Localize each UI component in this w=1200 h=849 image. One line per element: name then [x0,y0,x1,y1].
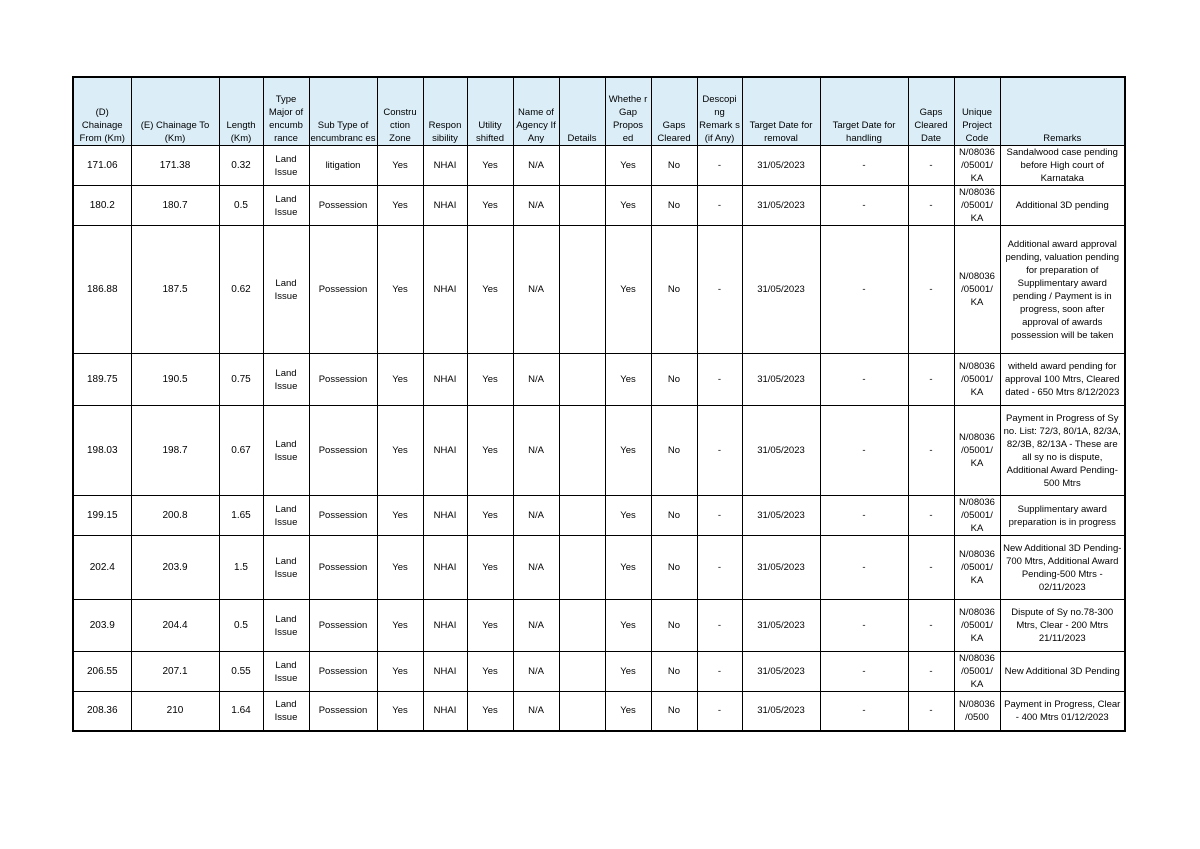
cell-length: 1.64 [219,692,263,731]
cell-project-code: N/08036 /05001/ KA [954,406,1000,496]
cell-descoping-remarks: - [697,226,742,354]
cell-length: 0.55 [219,652,263,692]
cell-descoping-remarks: - [697,652,742,692]
cell-length: 1.65 [219,496,263,536]
cell-agency-name: N/A [513,600,559,652]
cell-target-date-handling: - [820,146,908,186]
cell-project-code: N/08036 /05001/ KA [954,186,1000,226]
cell-sub-type: litigation [309,146,377,186]
cell-chainage-to: 198.7 [131,406,219,496]
cell-chainage-from: 171.06 [73,146,131,186]
encumbrance-table [72,76,1126,732]
cell-gaps-cleared: No [651,406,697,496]
cell-gaps-cleared-date: - [908,146,954,186]
cell-agency-name: N/A [513,496,559,536]
cell-chainage-from: 208.36 [73,692,131,731]
cell-agency-name: N/A [513,226,559,354]
cell-chainage-to: 210 [131,692,219,731]
cell-target-date-removal: 31/05/2023 [742,406,820,496]
cell-utility-shifted: Yes [467,600,513,652]
cell-responsibility: NHAI [423,496,467,536]
cell-details [559,226,605,354]
table-body [73,146,1125,731]
column-header-construction-zone: Constru ction Zone [377,77,423,146]
cell-details [559,536,605,600]
cell-target-date-handling: - [820,536,908,600]
cell-descoping-remarks: - [697,406,742,496]
cell-target-date-handling: - [820,652,908,692]
cell-construction-zone: Yes [377,406,423,496]
cell-project-code: N/08036 /05001/ KA [954,146,1000,186]
cell-chainage-to: 200.8 [131,496,219,536]
cell-chainage-from: 202.4 [73,536,131,600]
cell-agency-name: N/A [513,354,559,406]
cell-target-date-removal: 31/05/2023 [742,146,820,186]
cell-gap-proposed: Yes [605,354,651,406]
table-row [73,146,1125,186]
cell-gaps-cleared: No [651,496,697,536]
column-header-type-major: Type Major of encumb rance [263,77,309,146]
cell-gaps-cleared: No [651,692,697,731]
column-header-gap-proposed: Whethe r Gap Propos ed [605,77,651,146]
cell-chainage-from: 199.15 [73,496,131,536]
cell-sub-type: Possession [309,406,377,496]
cell-length: 0.75 [219,354,263,406]
cell-gap-proposed: Yes [605,226,651,354]
cell-gap-proposed: Yes [605,406,651,496]
cell-construction-zone: Yes [377,496,423,536]
cell-descoping-remarks: - [697,692,742,731]
column-header-responsibility: Respon sibility [423,77,467,146]
cell-target-date-handling: - [820,186,908,226]
cell-length: 0.62 [219,226,263,354]
cell-construction-zone: Yes [377,146,423,186]
cell-responsibility: NHAI [423,354,467,406]
column-header-gaps-cleared: Gaps Cleared [651,77,697,146]
cell-details [559,354,605,406]
cell-type-major: Land Issue [263,496,309,536]
cell-agency-name: N/A [513,692,559,731]
cell-gap-proposed: Yes [605,146,651,186]
cell-utility-shifted: Yes [467,354,513,406]
column-header-chainage-from: (D) Chainage From (Km) [73,77,131,146]
cell-type-major: Land Issue [263,354,309,406]
table-row [73,406,1125,496]
cell-gaps-cleared-date: - [908,226,954,354]
cell-target-date-handling: - [820,600,908,652]
cell-project-code: N/08036 /05001/ KA [954,600,1000,652]
cell-utility-shifted: Yes [467,652,513,692]
cell-sub-type: Possession [309,226,377,354]
cell-gaps-cleared-date: - [908,692,954,731]
cell-gaps-cleared-date: - [908,186,954,226]
column-header-descoping-remarks: Descopi ng Remark s (if Any) [697,77,742,146]
cell-descoping-remarks: - [697,146,742,186]
cell-chainage-from: 189.75 [73,354,131,406]
cell-type-major: Land Issue [263,692,309,731]
cell-remarks: Additional award approval pending, valuation pending for preparation of Supplimentary award pending / Payment is in progress, soon after approval of awards possession will be taken [1000,226,1125,354]
cell-target-date-removal: 31/05/2023 [742,536,820,600]
cell-responsibility: NHAI [423,600,467,652]
column-header-agency-name: Name of Agency If Any [513,77,559,146]
cell-gaps-cleared-date: - [908,354,954,406]
cell-descoping-remarks: - [697,354,742,406]
cell-chainage-to: 204.4 [131,600,219,652]
cell-descoping-remarks: - [697,536,742,600]
cell-gap-proposed: Yes [605,536,651,600]
cell-sub-type: Possession [309,692,377,731]
cell-utility-shifted: Yes [467,692,513,731]
cell-target-date-removal: 31/05/2023 [742,354,820,406]
cell-details [559,146,605,186]
cell-gaps-cleared-date: - [908,496,954,536]
table-row [73,226,1125,354]
cell-remarks: New Additional 3D Pending-700 Mtrs, Additional Award Pending-500 Mtrs - 02/11/2023 [1000,536,1125,600]
cell-remarks: Supplimentary award preparation is in progress [1000,496,1125,536]
cell-chainage-from: 198.03 [73,406,131,496]
cell-responsibility: NHAI [423,186,467,226]
column-header-project-code: Unique Project Code [954,77,1000,146]
cell-chainage-to: 171.38 [131,146,219,186]
cell-length: 0.5 [219,600,263,652]
cell-agency-name: N/A [513,536,559,600]
cell-gaps-cleared: No [651,600,697,652]
cell-project-code: N/08036 /05001/ KA [954,496,1000,536]
cell-construction-zone: Yes [377,652,423,692]
table-row [73,354,1125,406]
cell-project-code: N/08036 /05001/ KA [954,652,1000,692]
column-header-target-date-removal: Target Date for removal [742,77,820,146]
cell-details [559,652,605,692]
cell-type-major: Land Issue [263,226,309,354]
cell-gaps-cleared: No [651,186,697,226]
cell-chainage-to: 207.1 [131,652,219,692]
cell-gaps-cleared: No [651,354,697,406]
cell-length: 1.5 [219,536,263,600]
cell-target-date-removal: 31/05/2023 [742,496,820,536]
cell-utility-shifted: Yes [467,226,513,354]
column-header-chainage-to: (E) Chainage To (Km) [131,77,219,146]
cell-gap-proposed: Yes [605,186,651,226]
cell-construction-zone: Yes [377,226,423,354]
cell-responsibility: NHAI [423,146,467,186]
cell-type-major: Land Issue [263,186,309,226]
cell-gaps-cleared-date: - [908,600,954,652]
cell-construction-zone: Yes [377,536,423,600]
cell-gaps-cleared-date: - [908,652,954,692]
cell-sub-type: Possession [309,652,377,692]
cell-length: 0.32 [219,146,263,186]
cell-type-major: Land Issue [263,146,309,186]
cell-target-date-handling: - [820,354,908,406]
cell-details [559,692,605,731]
cell-target-date-handling: - [820,226,908,354]
cell-remarks: Payment in Progress of Sy no. List: 72/3, 80/1A, 82/3A, 82/3B, 82/13A - These are all sy no is dispute, Additional Award Pending-500 Mtrs [1000,406,1125,496]
cell-agency-name: N/A [513,146,559,186]
cell-target-date-handling: - [820,406,908,496]
column-header-gaps-cleared-date: Gaps Cleared Date [908,77,954,146]
cell-target-date-handling: - [820,692,908,731]
cell-type-major: Land Issue [263,600,309,652]
cell-gap-proposed: Yes [605,692,651,731]
cell-target-date-removal: 31/05/2023 [742,652,820,692]
cell-remarks: Additional 3D pending [1000,186,1125,226]
cell-target-date-removal: 31/05/2023 [742,226,820,354]
cell-gaps-cleared: No [651,652,697,692]
cell-sub-type: Possession [309,496,377,536]
cell-descoping-remarks: - [697,600,742,652]
cell-type-major: Land Issue [263,536,309,600]
cell-remarks: witheld award pending for approval 100 Mtrs, Cleared dated - 650 Mtrs 8/12/2023 [1000,354,1125,406]
cell-sub-type: Possession [309,536,377,600]
cell-chainage-to: 187.5 [131,226,219,354]
cell-construction-zone: Yes [377,600,423,652]
table-row [73,536,1125,600]
cell-remarks: Dispute of Sy no.78-300 Mtrs, Clear - 200 Mtrs 21/11/2023 [1000,600,1125,652]
cell-length: 0.5 [219,186,263,226]
cell-sub-type: Possession [309,354,377,406]
cell-responsibility: NHAI [423,226,467,354]
table-row [73,600,1125,652]
cell-construction-zone: Yes [377,186,423,226]
cell-chainage-from: 206.55 [73,652,131,692]
cell-remarks: New Additional 3D Pending [1000,652,1125,692]
cell-remarks: Sandalwood case pending before High court of Karnataka [1000,146,1125,186]
cell-gap-proposed: Yes [605,496,651,536]
column-header-length: Length (Km) [219,77,263,146]
cell-sub-type: Possession [309,186,377,226]
cell-gaps-cleared-date: - [908,406,954,496]
table-header-row [73,77,1125,146]
cell-gaps-cleared-date: - [908,536,954,600]
cell-responsibility: NHAI [423,692,467,731]
cell-gaps-cleared: No [651,536,697,600]
cell-details [559,406,605,496]
cell-gaps-cleared: No [651,226,697,354]
table-row [73,186,1125,226]
cell-gap-proposed: Yes [605,652,651,692]
column-header-details: Details [559,77,605,146]
cell-gaps-cleared: No [651,146,697,186]
cell-project-code: N/08036 /0500 [954,692,1000,731]
cell-chainage-from: 186.88 [73,226,131,354]
cell-utility-shifted: Yes [467,186,513,226]
cell-utility-shifted: Yes [467,406,513,496]
cell-sub-type: Possession [309,600,377,652]
cell-responsibility: NHAI [423,406,467,496]
cell-target-date-removal: 31/05/2023 [742,186,820,226]
cell-construction-zone: Yes [377,692,423,731]
cell-target-date-removal: 31/05/2023 [742,600,820,652]
cell-construction-zone: Yes [377,354,423,406]
cell-chainage-from: 203.9 [73,600,131,652]
cell-target-date-handling: - [820,496,908,536]
table-row [73,692,1125,731]
cell-details [559,600,605,652]
cell-type-major: Land Issue [263,406,309,496]
column-header-target-date-handling: Target Date for handling [820,77,908,146]
cell-agency-name: N/A [513,652,559,692]
cell-details [559,186,605,226]
cell-utility-shifted: Yes [467,496,513,536]
cell-utility-shifted: Yes [467,146,513,186]
cell-descoping-remarks: - [697,496,742,536]
column-header-utility-shifted: Utility shifted [467,77,513,146]
cell-gap-proposed: Yes [605,600,651,652]
cell-descoping-remarks: - [697,186,742,226]
cell-chainage-to: 190.5 [131,354,219,406]
cell-chainage-from: 180.2 [73,186,131,226]
cell-project-code: N/08036 /05001/ KA [954,226,1000,354]
cell-details [559,496,605,536]
cell-utility-shifted: Yes [467,536,513,600]
cell-chainage-to: 180.7 [131,186,219,226]
cell-project-code: N/08036 /05001/ KA [954,536,1000,600]
cell-agency-name: N/A [513,406,559,496]
column-header-sub-type: Sub Type of encumbranc es [309,77,377,146]
cell-chainage-to: 203.9 [131,536,219,600]
table-row [73,496,1125,536]
cell-responsibility: NHAI [423,536,467,600]
cell-type-major: Land Issue [263,652,309,692]
cell-length: 0.67 [219,406,263,496]
cell-project-code: N/08036 /05001/ KA [954,354,1000,406]
cell-target-date-removal: 31/05/2023 [742,692,820,731]
cell-agency-name: N/A [513,186,559,226]
cell-remarks: Payment in Progress, Clear - 400 Mtrs 01/12/2023 [1000,692,1125,731]
cell-responsibility: NHAI [423,652,467,692]
table-row [73,652,1125,692]
column-header-remarks: Remarks [1000,77,1125,146]
